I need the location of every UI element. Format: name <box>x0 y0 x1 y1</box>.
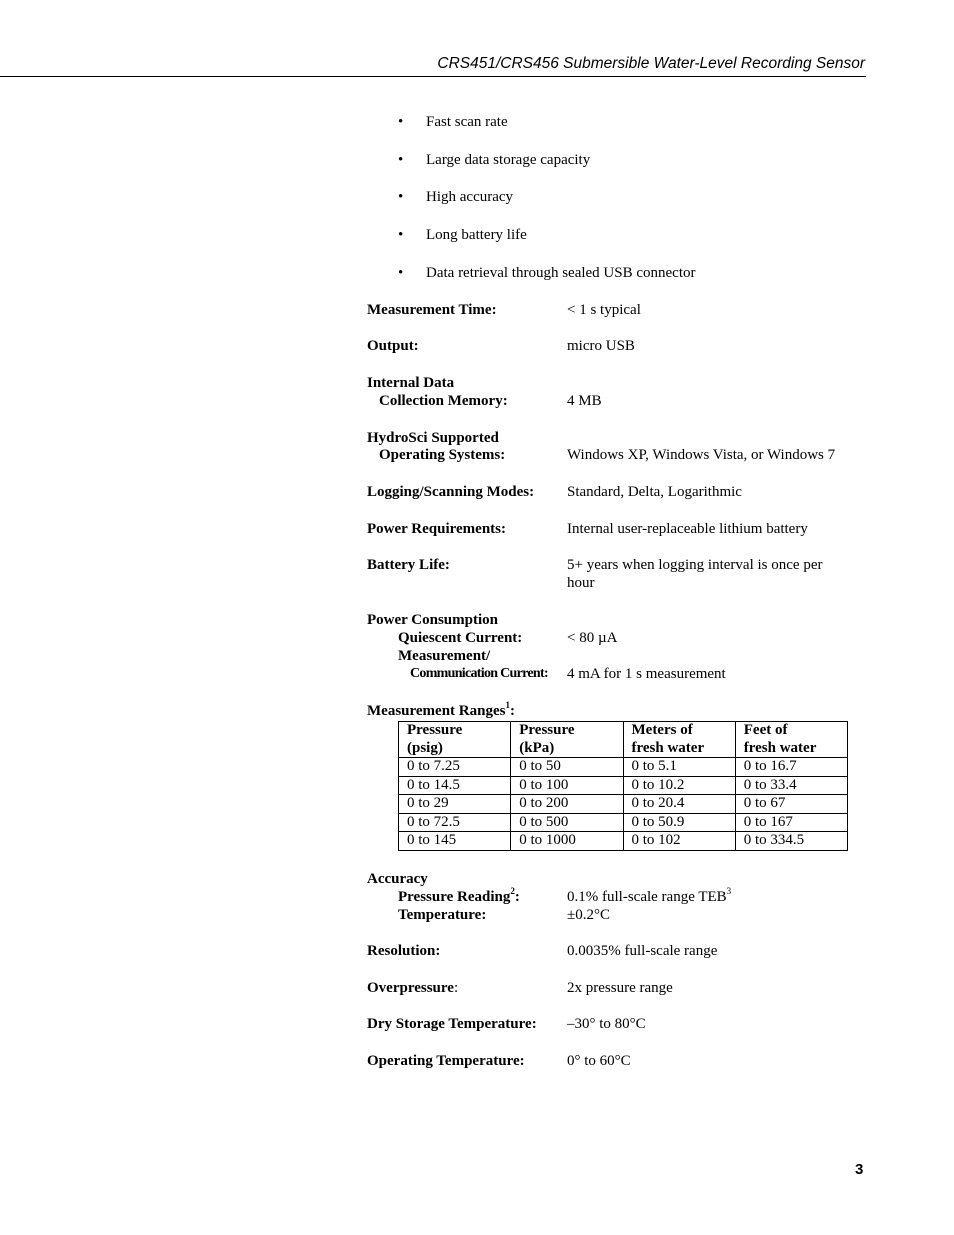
spec-label: Dry Storage Temperature: <box>367 1016 537 1032</box>
table-row <box>399 758 848 777</box>
spec-value: < 1 s typical <box>567 302 641 318</box>
footnote-marker: 3 <box>726 886 732 896</box>
table-cell: 0 to 50.9 <box>623 813 735 832</box>
list-item: • Fast scan rate <box>398 114 508 130</box>
page-number: 3 <box>855 1161 864 1178</box>
table-cell: 0 to 20.4 <box>623 795 735 814</box>
list-item: • Data retrieval through sealed USB connector <box>398 264 696 281</box>
spec-value: 0.1% full-scale range TEB$^3$ <box>567 886 732 905</box>
running-header-title: CRS451/CRS456 Submersible Water-Level Recording Sensor <box>437 55 865 72</box>
spec-label: Measurement/ <box>398 648 491 664</box>
spec-value: micro USB <box>567 338 635 354</box>
spec-value: –30° to 80°C <box>567 1016 646 1032</box>
table-cell: 0 to 50 <box>511 758 623 777</box>
table-cell: 0 to 500 <box>511 813 623 832</box>
table-cell: 0 to 10.2 <box>623 776 735 795</box>
table-cell: 0 to 1000 <box>511 832 623 851</box>
bullet-icon: • <box>398 114 404 130</box>
table-row <box>399 776 848 795</box>
table-cell: 0 to 72.5 <box>399 813 511 832</box>
spec-label: Operating Temperature: <box>367 1053 525 1069</box>
table-header-cell: Meters of fresh water <box>623 722 735 758</box>
feature-list <box>398 113 696 301</box>
spec-label: Pressure Reading$^2$: <box>398 886 520 905</box>
spec-value: 0.0035% full-scale range <box>567 943 718 959</box>
bullet-icon: • <box>398 151 404 168</box>
table-cell: 0 to 102 <box>623 832 735 851</box>
measurement-ranges-table <box>398 721 848 851</box>
spec-label: Output: <box>367 338 419 354</box>
table-cell: 0 to 334.5 <box>735 832 847 851</box>
spec-label: Measurement Ranges$^1$: <box>367 700 515 719</box>
bullet-icon: • <box>398 264 404 281</box>
table-header-cell: Feet of fresh water <box>735 722 847 758</box>
spec-value: Standard, Delta, Logarithmic <box>567 484 742 500</box>
spec-label: Communication Current: <box>410 666 548 681</box>
footnote-marker: 1 <box>505 700 510 710</box>
list-item: • Large data storage capacity <box>398 151 591 168</box>
table-cell: 0 to 5.1 <box>623 758 735 777</box>
table-row <box>399 832 848 851</box>
spec-label: Temperature: <box>398 907 487 923</box>
spec-label: Power Consumption <box>367 612 498 628</box>
table-header-cell: Pressure (psig) <box>399 722 511 758</box>
table-cell: 0 to 167 <box>735 813 847 832</box>
spec-value: hour <box>567 575 595 591</box>
table-cell: 0 to 33.4 <box>735 776 847 795</box>
spec-value: 2x pressure range <box>567 980 673 996</box>
spec-value: Internal user-replaceable lithium battery <box>567 521 808 537</box>
spec-label: Power Requirements: <box>367 521 506 537</box>
list-item: • High accuracy <box>398 189 514 206</box>
spec-label: Internal Data <box>367 375 455 391</box>
table-cell: 0 to 145 <box>399 832 511 851</box>
table-cell: 0 to 7.25 <box>399 758 511 777</box>
spec-value: 4 mA for 1 s measurement <box>567 666 726 682</box>
table-cell: 0 to 200 <box>511 795 623 814</box>
spec-value: Windows XP, Windows Vista, or Windows 7 <box>567 447 836 463</box>
table-header-cell: Pressure (kPa) <box>511 722 623 758</box>
table-cell: 0 to 16.7 <box>735 758 847 777</box>
spec-value: < 80 µA <box>567 630 618 646</box>
table-header-row <box>399 722 848 758</box>
bullet-icon: • <box>398 227 404 244</box>
spec-label: Logging/Scanning Modes: <box>367 484 535 500</box>
spec-label: Quiescent Current: <box>398 630 523 646</box>
spec-label: Measurement Time: <box>367 302 497 318</box>
spec-label: Resolution: <box>367 943 441 959</box>
table-cell: 0 to 14.5 <box>399 776 511 795</box>
table-cell: 0 to 67 <box>735 795 847 814</box>
table-row <box>399 795 848 814</box>
spec-label: Overpressure: <box>367 980 459 996</box>
spec-label: HydroSci Supported <box>367 430 499 446</box>
footnote-marker: 2 <box>510 886 515 896</box>
bullet-icon: • <box>398 189 404 206</box>
spec-label: Operating Systems: <box>379 447 506 463</box>
table-row <box>399 813 848 832</box>
spec-value: ±0.2°C <box>567 907 610 923</box>
spec-value: 4 MB <box>567 393 602 409</box>
list-item: • Long battery life <box>398 227 527 244</box>
table-cell: 0 to 29 <box>399 795 511 814</box>
table-cell: 0 to 100 <box>511 776 623 795</box>
spec-label: Collection Memory: <box>379 393 508 409</box>
spec-label: Accuracy <box>367 871 428 887</box>
spec-label: Battery Life: <box>367 557 450 573</box>
header-rule <box>0 76 866 77</box>
spec-value: 0° to 60°C <box>567 1053 631 1069</box>
spec-value: 5+ years when logging interval is once per <box>567 557 823 573</box>
